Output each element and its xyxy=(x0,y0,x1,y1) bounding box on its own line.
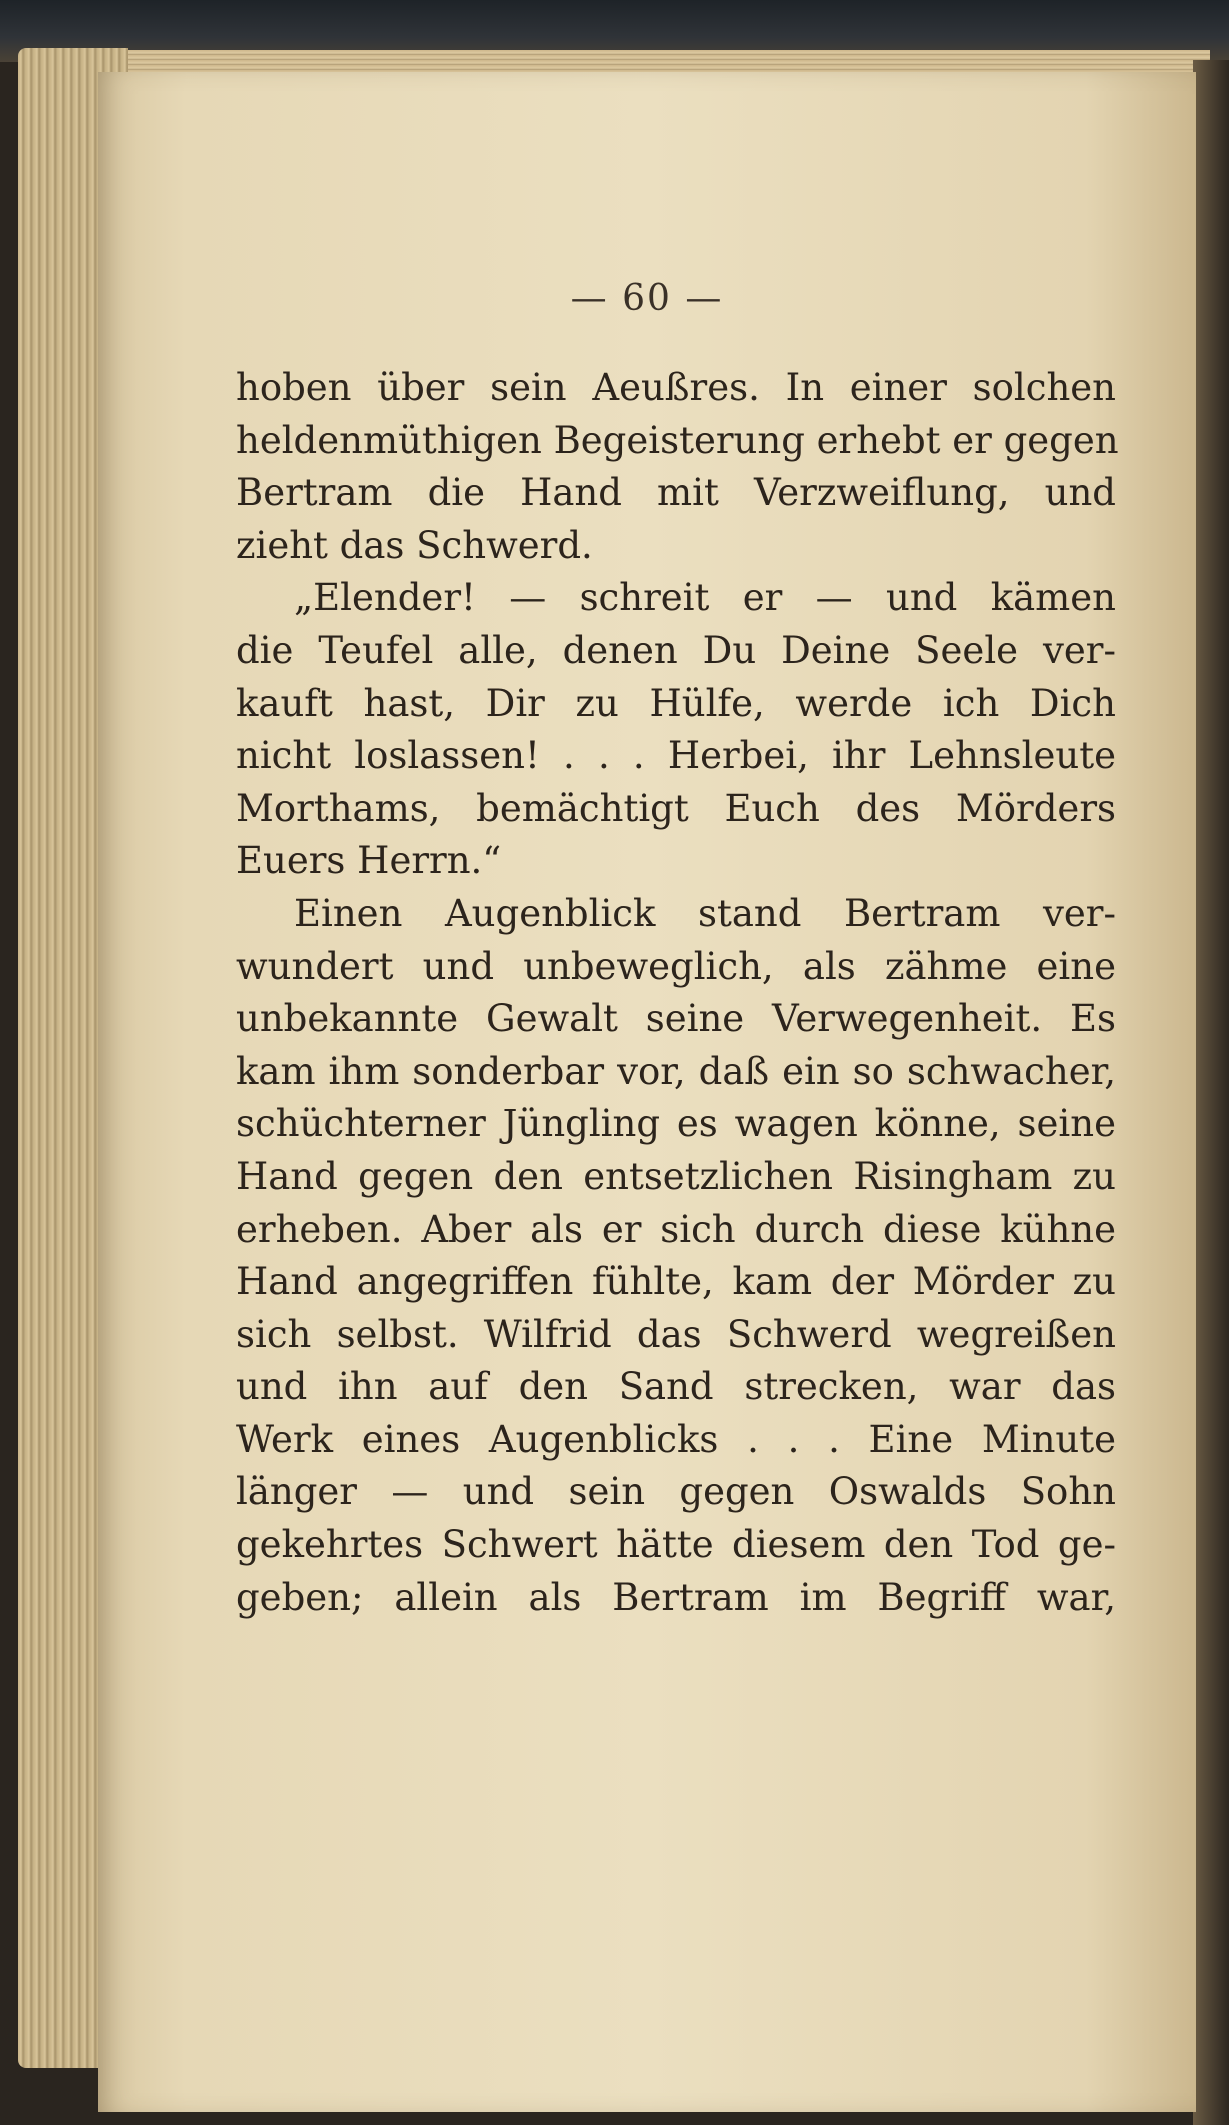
text-line: wundert und unbeweglich, als zähme eine xyxy=(236,944,1116,988)
text-line: Werk eines Augenblicks . . . Eine Minute xyxy=(236,1417,1116,1461)
text-line: erheben. Aber als er sich durch diese kühne xyxy=(236,1207,1116,1251)
text-line: „Elender! — schreit er — und kämen xyxy=(294,576,1116,620)
text-line: geben; allein als Bertram im Begriff war, xyxy=(236,1575,1116,1619)
text-line: die Teufel alle, denen Du Deine Seele ver- xyxy=(236,628,1116,672)
page-number: — 60 — xyxy=(570,278,724,319)
text-line: Morthams, bemächtigt Euch des Mörders xyxy=(236,786,1116,830)
text-line: unbekannte Gewalt seine Verwegenheit. Es xyxy=(236,997,1116,1041)
text-line: gekehrtes Schwert hätte diesem den Tod ge- xyxy=(236,1523,1116,1567)
text-line: sich selbst. Wilfrid das Schwerd wegreißen xyxy=(236,1312,1116,1356)
text-line: heldenmüthigen Begeisterung erhebt er gegen xyxy=(236,418,1119,462)
text-line: zieht das Schwerd. xyxy=(236,523,593,567)
text-line: schüchterner Jüngling es wagen könne, seine xyxy=(236,1102,1116,1146)
text-line: Euers Herrn.“ xyxy=(236,839,502,883)
binding-shadow xyxy=(1193,60,1229,2125)
text-line: länger — und sein gegen Oswalds Sohn xyxy=(236,1470,1116,1514)
body-text xyxy=(236,362,1119,1624)
text-line: nicht loslassen! . . . Herbei, ihr Lehnsleute xyxy=(236,734,1116,778)
text-line: Hand angegriffen fühlte, kam der Mörder zu xyxy=(236,1260,1116,1304)
text-line: Einen Augenblick stand Bertram ver- xyxy=(294,891,1116,935)
text-line: kam ihm sonderbar vor, daß ein so schwacher, xyxy=(236,1049,1116,1093)
text-line: kauft hast, Dir zu Hülfe, werde ich Dich xyxy=(236,681,1116,725)
text-line: und ihn auf den Sand strecken, war das xyxy=(236,1365,1116,1409)
text-line: Bertram die Hand mit Verzweiflung, und xyxy=(236,471,1116,515)
text-line: hoben über sein Aeußres. In einer solchen xyxy=(236,366,1116,409)
text-line: Hand gegen den entsetzlichen Risingham zu xyxy=(236,1154,1116,1198)
